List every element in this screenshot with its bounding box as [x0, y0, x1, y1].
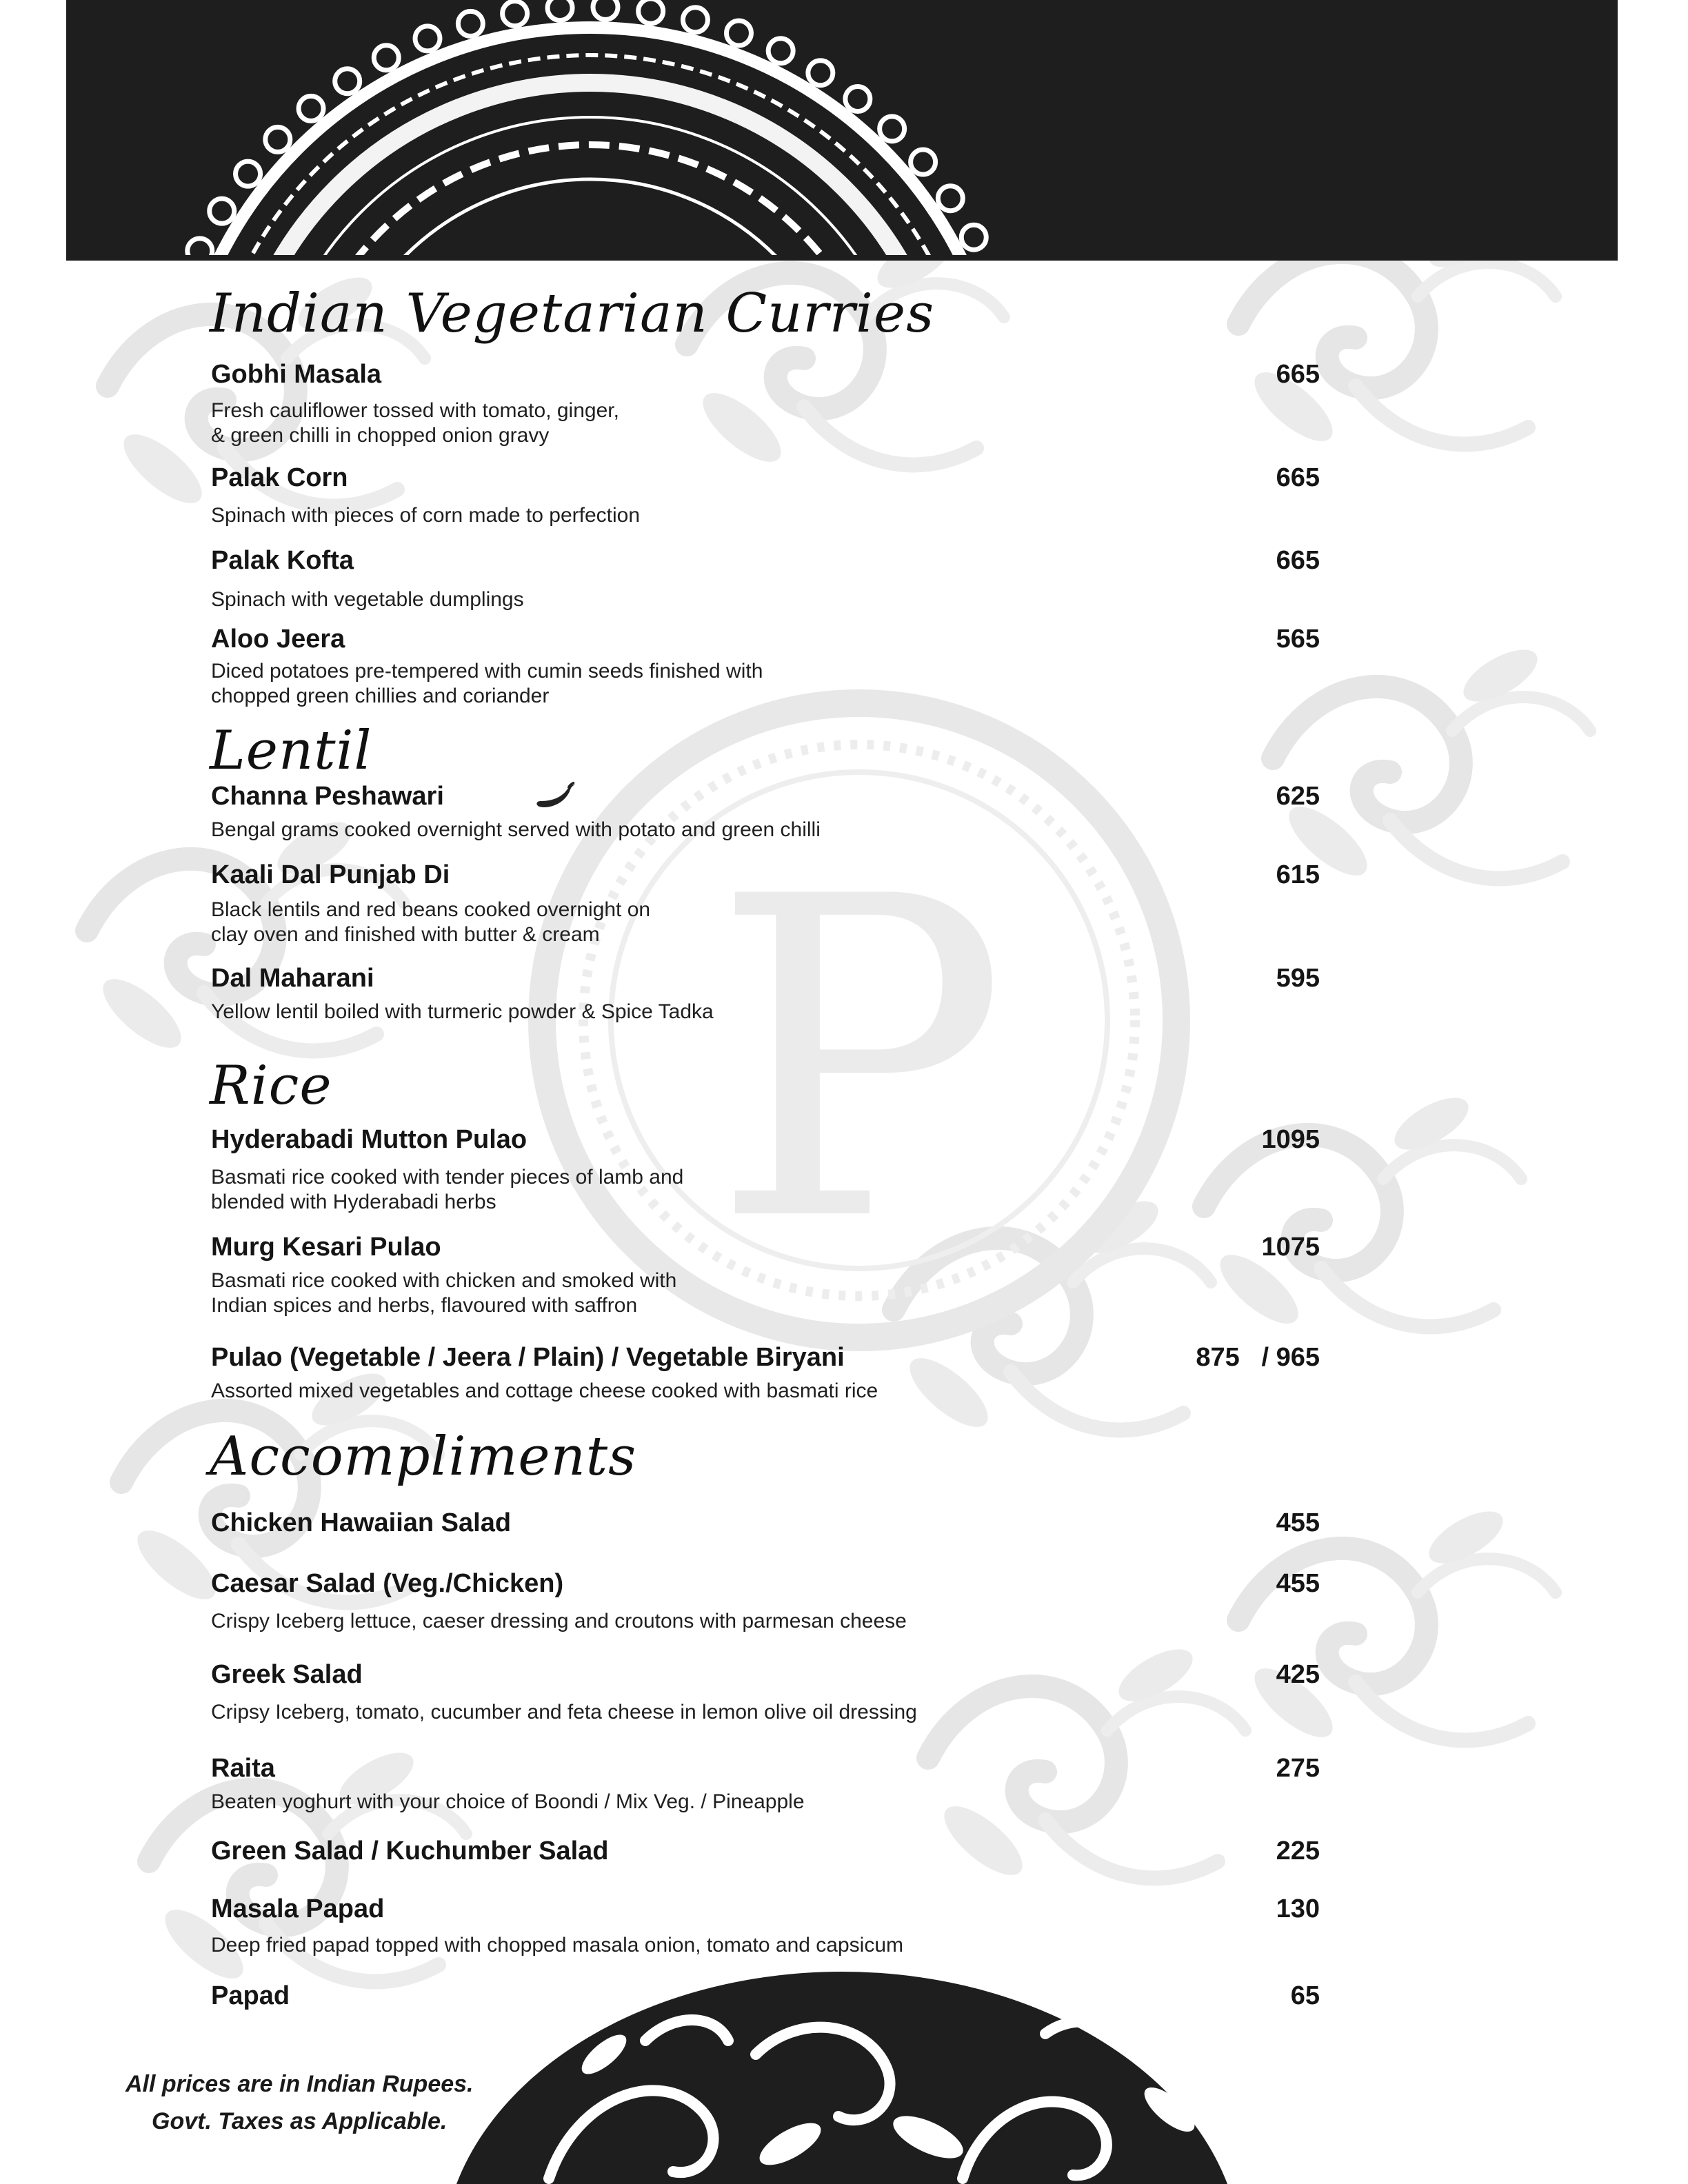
scallop-ornament — [593, 0, 618, 19]
menu-item-description: Yellow lentil boiled with turmeric powder & Spice Tadka — [211, 1000, 714, 1023]
scallop-ornament — [374, 46, 399, 70]
header-medallion — [66, 0, 1618, 261]
menu-item-name: Palak Corn — [211, 463, 348, 492]
menu-item-name: Chicken Hawaiian Salad — [211, 1508, 512, 1537]
watermark-monogram: P — [710, 804, 1008, 1317]
menu-item-price: 225 — [1276, 1837, 1320, 1866]
menu-item-description: Bengal grams cooked overnight served with potato and green chilli — [211, 818, 821, 841]
menu-item-name: Hyderabadi Mutton Pulao — [211, 1125, 528, 1154]
section-title-accompliments: Accompliments — [210, 1426, 637, 1488]
menu-item-description: Basmati rice cooked with chicken and smoked with — [211, 1269, 677, 1292]
menu-item-name: Greek Salad — [211, 1660, 363, 1689]
menu-item-description: Spinach with pieces of corn made to perfection — [211, 504, 641, 527]
menu-item-name: Kaali Dal Punjab Di — [211, 860, 450, 889]
section-title-lentil: Lentil — [210, 720, 372, 782]
menu-item-price: 1075 — [1261, 1233, 1320, 1262]
menu-item-price: 615 — [1276, 860, 1320, 889]
scallop-ornament — [961, 225, 986, 250]
menu-item-name: Pulao (Vegetable / Jeera / Plain) / Vegetable Biryani — [211, 1343, 845, 1372]
scallop-ornament — [236, 161, 261, 186]
scallop-ornament — [458, 11, 483, 36]
menu-item-price: 565 — [1276, 625, 1320, 654]
menu-item-name: Gobhi Masala — [211, 360, 382, 389]
footer-tax-note: Govt. Taxes as Applicable. — [152, 2108, 448, 2134]
menu-item-name: Aloo Jeera — [211, 625, 345, 654]
menu-item-price: 625 — [1276, 782, 1320, 811]
menu-item-price: 665 — [1276, 546, 1320, 575]
scallop-ornament — [299, 96, 323, 121]
menu-item-name: Raita — [211, 1754, 275, 1783]
menu-item-description: Fresh cauliflower tossed with tomato, ginger, — [211, 399, 619, 422]
scallop-ornament — [880, 117, 905, 141]
scallop-ornament — [845, 87, 870, 112]
menu-item-price: 455 — [1276, 1508, 1320, 1537]
scallop-ornament — [547, 0, 572, 21]
footer-currency-note: All prices are in Indian Rupees. — [125, 2071, 474, 2097]
menu-page — [66, 0, 1618, 2184]
menu-item-description: Indian spices and herbs, flavoured with saffron — [211, 1294, 638, 1317]
menu-item-price: 665 — [1276, 463, 1320, 492]
section-title-rice: Rice — [210, 1055, 332, 1117]
menu-item-price: 65 — [1290, 1981, 1320, 2010]
menu-item-description: Spinach with vegetable dumplings — [211, 588, 524, 611]
menu-item-name: Dal Maharani — [211, 964, 374, 993]
menu-item-price: 425 — [1276, 1660, 1320, 1689]
menu-item-name: Green Salad / Kuchumber Salad — [211, 1837, 609, 1866]
menu-item-name: Papad — [211, 1981, 290, 2010]
scallop-ornament — [210, 199, 234, 223]
menu-item-description: Diced potatoes pre-tempered with cumin seeds finished with — [211, 660, 763, 682]
menu-item-description: Assorted mixed vegetables and cottage cheese cooked with basmati rice — [211, 1379, 878, 1402]
menu-item-description: chopped green chillies and coriander — [211, 685, 550, 707]
menu-item-name: Masala Papad — [211, 1894, 385, 1923]
menu-item-price: 455 — [1276, 1569, 1320, 1598]
menu-item-name: Palak Kofta — [211, 546, 354, 575]
scallop-ornament — [683, 8, 707, 32]
menu-item-description: & green chilli in chopped onion gravy — [211, 424, 550, 447]
menu-item-price: 275 — [1276, 1754, 1320, 1783]
menu-item-name: Channa Peshawari — [211, 782, 444, 811]
menu-item-price: 875 / 965 — [1196, 1343, 1320, 1372]
menu-item-description: Deep fried papad topped with chopped masala onion, tomato and capsicum — [211, 1934, 903, 1957]
menu-item-name: Murg Kesari Pulao — [211, 1233, 441, 1262]
scallop-ornament — [265, 127, 290, 152]
scallop-ornament — [911, 150, 936, 174]
menu-item-description: blended with Hyderabadi herbs — [211, 1191, 496, 1213]
scallop-ornament — [808, 61, 833, 85]
scallop-ornament — [503, 1, 528, 26]
menu-item-price: 595 — [1276, 964, 1320, 993]
scallop-ornament — [415, 26, 440, 51]
menu-item-description: Crispy Iceberg lettuce, caeser dressing and croutons with parmesan cheese — [211, 1610, 907, 1632]
scallop-ornament — [726, 21, 751, 46]
menu-item-description: clay oven and finished with butter & cream — [211, 923, 600, 946]
menu-item-price: 665 — [1276, 360, 1320, 389]
scallop-ornament — [938, 186, 963, 211]
menu-item-name: Caesar Salad (Veg./Chicken) — [211, 1569, 564, 1598]
section-title-veg-curries: Indian Vegetarian Curries — [210, 283, 935, 345]
chili-icon — [535, 782, 576, 812]
scallop-ornament — [335, 69, 360, 94]
header-band — [66, 0, 1618, 261]
scallop-ornament — [768, 39, 793, 63]
menu-item-description: Cripsy Iceberg, tomato, cucumber and feta cheese in lemon olive oil dressing — [211, 1701, 917, 1723]
menu-item-description: Basmati rice cooked with tender pieces of lamb and — [211, 1166, 684, 1189]
menu-item-description: Black lentils and red beans cooked overnight on — [211, 898, 651, 921]
scallop-ornament — [639, 0, 663, 23]
menu-item-price: 1095 — [1261, 1125, 1320, 1154]
menu-item-description: Beaten yoghurt with your choice of Boondi / Mix Veg. / Pineapple — [211, 1790, 805, 1813]
menu-item-price: 130 — [1276, 1894, 1320, 1923]
